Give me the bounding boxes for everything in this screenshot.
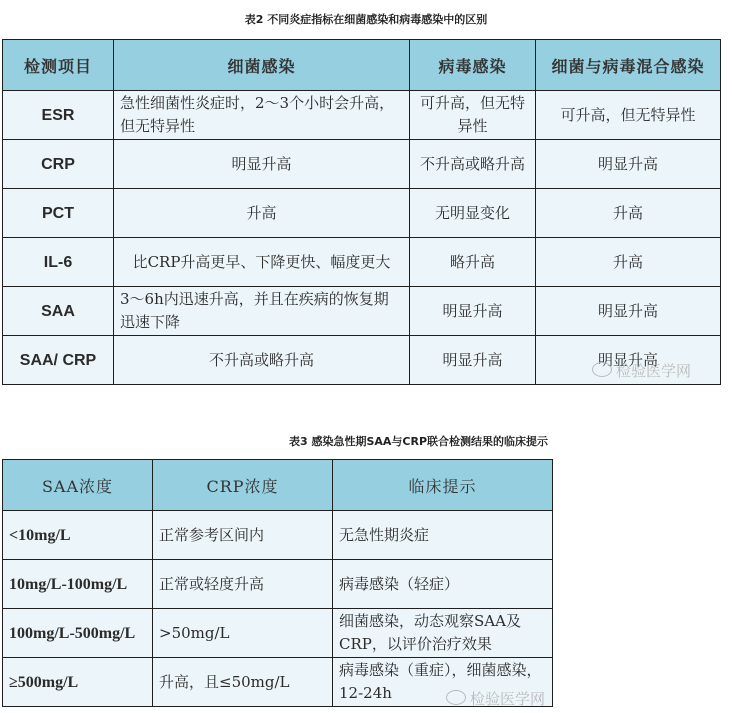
watermark-text: 检验医学网 — [470, 690, 546, 708]
cell-mixed: 明显升高 — [536, 336, 721, 385]
table-row — [3, 189, 721, 238]
cell-crp: 正常或轻度升高 — [153, 560, 333, 609]
cell-mixed: 可升高，但无特异性 — [536, 91, 721, 140]
watermark — [592, 360, 691, 381]
cell-clinical: 病毒感染（轻症） — [333, 560, 553, 609]
table2-inflammation-markers — [2, 39, 721, 385]
cell-item: SAA — [3, 287, 114, 336]
cell-clinical: 细菌感染，动态观察SAA及CRP，以评价治疗效果 — [333, 609, 553, 658]
table-row — [3, 287, 721, 336]
table-header-row — [3, 40, 721, 91]
table3-caption: 表3 感染急性期SAA与CRP联合检测结果的临床提示 — [289, 435, 549, 448]
cell-viral: 明显升高 — [410, 287, 536, 336]
cell-item: SAA/ CRP — [3, 336, 114, 385]
cell-mixed: 升高 — [536, 189, 721, 238]
cell-item: CRP — [3, 140, 114, 189]
cell-saa: 100mg/L-500mg/L — [3, 609, 153, 658]
cell-mixed: 明显升高 — [536, 287, 721, 336]
header-clinical: 临床提示 — [333, 460, 553, 511]
cell-bacterial: 升高 — [114, 189, 410, 238]
cell-mixed: 升高 — [536, 238, 721, 287]
cell-viral: 可升高，但无特异性 — [410, 91, 536, 140]
cell-crp: 正常参考区间内 — [153, 511, 333, 560]
table-row — [3, 609, 553, 658]
cell-item: PCT — [3, 189, 114, 238]
header-bacterial: 细菌感染 — [114, 40, 410, 91]
table-header-row — [3, 460, 553, 511]
watermark-text: 检验医学网 — [616, 362, 692, 380]
table-row — [3, 560, 553, 609]
cell-item: IL-6 — [3, 238, 114, 287]
table-row — [3, 140, 721, 189]
header-saa: SAA浓度 — [3, 460, 153, 511]
table3-saa-crp-clinical — [2, 459, 553, 707]
cell-clinical: 病毒感染（重症），细菌感染，12-24h — [333, 658, 553, 707]
watermark — [446, 688, 545, 709]
header-viral: 病毒感染 — [410, 40, 536, 91]
cell-clinical: 无急性期炎症 — [333, 511, 553, 560]
cell-mixed: 明显升高 — [536, 140, 721, 189]
cell-saa: <10mg/L — [3, 511, 153, 560]
cell-crp: >50mg/L — [153, 609, 333, 658]
cell-item: ESR — [3, 91, 114, 140]
cell-viral: 不升高或略升高 — [410, 140, 536, 189]
cell-bacterial: 比CRP升高更早、下降更快、幅度更大 — [114, 238, 410, 287]
cell-bacterial: 不升高或略升高 — [114, 336, 410, 385]
cell-saa: ≥500mg/L — [3, 658, 153, 707]
header-crp: CRP浓度 — [153, 460, 333, 511]
cell-bacterial: 明显升高 — [114, 140, 410, 189]
table-row — [3, 238, 721, 287]
cell-viral: 明显升高 — [410, 336, 536, 385]
header-test-item: 检测项目 — [3, 40, 114, 91]
cell-viral: 略升高 — [410, 238, 536, 287]
table-row — [3, 511, 553, 560]
cell-bacterial: 急性细菌性炎症时，2～3个小时会升高，但无特异性 — [114, 91, 410, 140]
header-mixed: 细菌与病毒混合感染 — [536, 40, 721, 91]
cell-crp: 升高，且≤50mg/L — [153, 658, 333, 707]
wechat-icon — [446, 690, 466, 705]
table-row — [3, 91, 721, 140]
cell-saa: 10mg/L-100mg/L — [3, 560, 153, 609]
table2-caption: 表2 不同炎症指标在细菌感染和病毒感染中的区别 — [244, 13, 488, 26]
wechat-icon — [592, 362, 612, 377]
cell-viral: 无明显变化 — [410, 189, 536, 238]
cell-bacterial: 3～6h内迅速升高，并且在疾病的恢复期迅速下降 — [114, 287, 410, 336]
